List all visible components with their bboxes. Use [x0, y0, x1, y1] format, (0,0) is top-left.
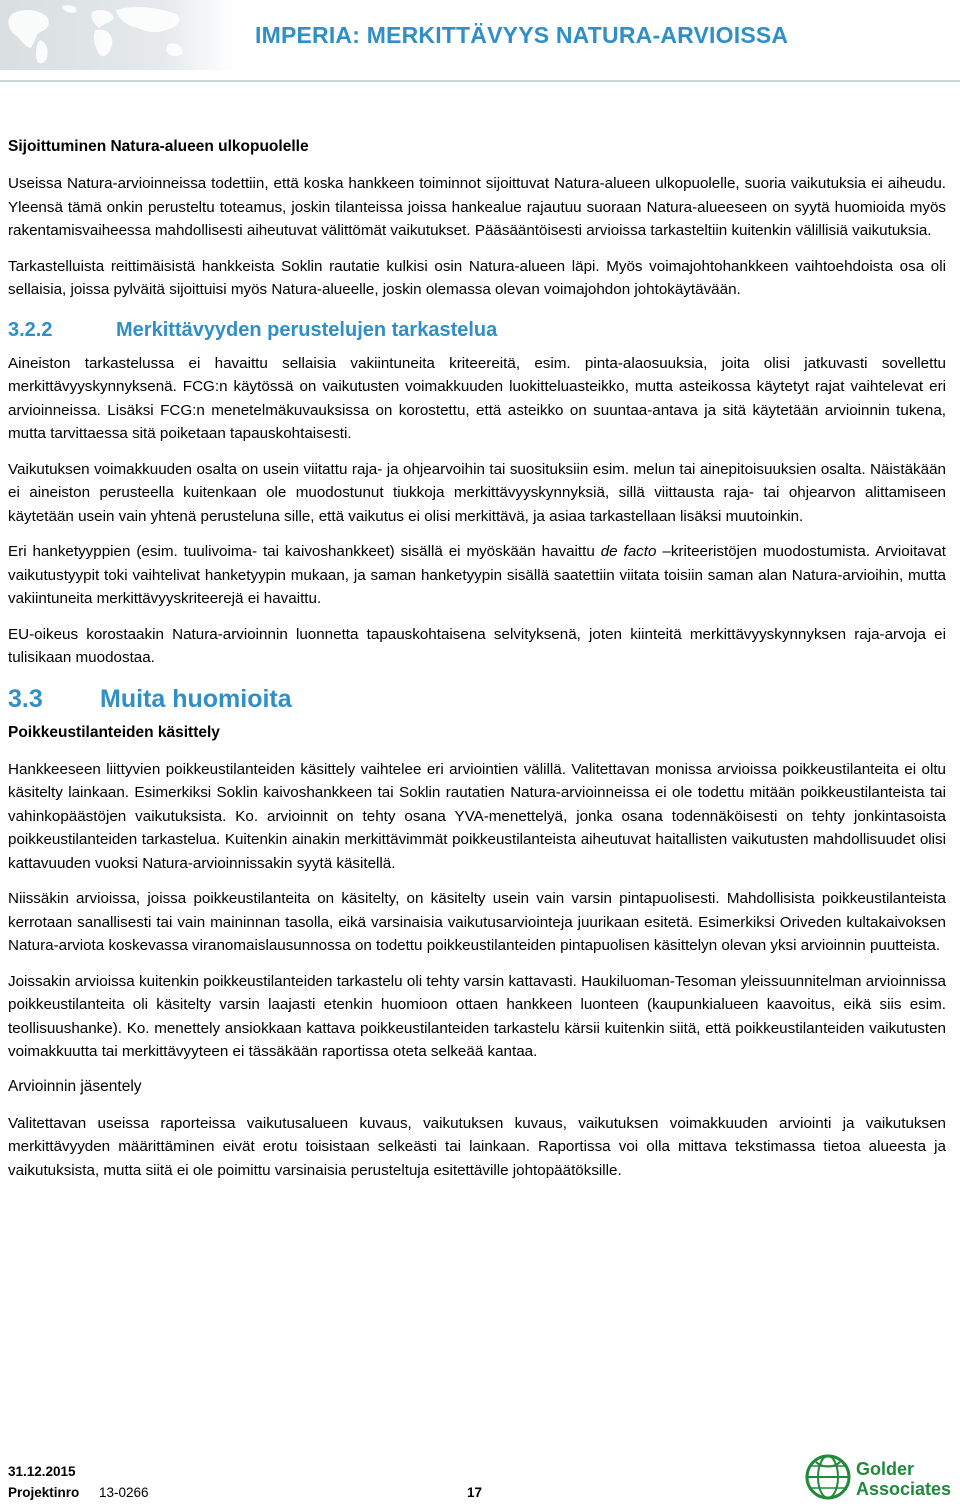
section-title: Merkittävyyden perustelujen tarkastelua	[116, 318, 498, 341]
page-header	[0, 0, 960, 70]
section-heading-placement: Sijoittuminen Natura-alueen ulkopuolelle	[8, 138, 309, 155]
section-title: Muita huomioita	[100, 684, 292, 713]
footer-date: 31.12.2015	[8, 1464, 76, 1479]
section-number: 3.3	[8, 684, 43, 713]
paragraph: Valitettavan useissa raporteissa vaikutusalueen kuvaus, vaikutuksen kuvaus, vaikutuksen voimakkuuden arviointi ja vaikutuksen merkittävyyden määrittäminen eivät erotu toisistaan selkeästi tai lainkaan. Raportissa voi olla mittava tekstimassa tietoa alueesta ja vaikutuksista, mutta siitä ei ole poimittu varsinaisia perusteltuja esitettäville johtopäätöksille.	[8, 1114, 946, 1179]
section-heading-3-3	[8, 682, 946, 716]
subheading-structure: Arvioinnin jäsentely	[8, 1077, 142, 1095]
logo-line-1: Golder	[856, 1459, 915, 1479]
paragraph-text: –kriteeristöjen muodostumista. Arvioitavat vaikutustyypit toki vaihtelivat hanketyypin mukaan, ja saman hanketyypin sisällä saatettiin viitata toisiin saman alan Natura-arvioihin, mutta vakiintuneita merkittävyyskriteerejä ei havaittu.	[8, 543, 947, 607]
subheading-exceptions: Poikkeustilanteiden käsittely	[8, 723, 220, 741]
footer-project-number: 13-0266	[99, 1485, 149, 1500]
footer-project-label: Projektinro	[8, 1485, 80, 1500]
page-header-title: IMPERIA: MERKITTÄVYYS NATURA-ARVIOISSA	[255, 22, 789, 48]
paragraph: Useissa Natura-arvioinneissa todettiin, että koska hankkeen toiminnot sijoittuvat Natura-alueen ulkopuolelle, suoria vaikutuksia ei aiheudu. Yleensä tämä onkin perusteltu toteamus, joskin tilanteissa joissa hankealue rajautuu suoraan Natura-alueeseen on syytä huomioida myös rakentamisvaiheessa mahdollisesti aiheutuvat välittömät vaikutukset. Pääsääntöisesti arvioissa tarkasteltiin kuitenkin välillisiä vaikutuksia.	[8, 175, 946, 239]
golder-logo	[804, 1452, 954, 1506]
section-number: 3.2.2	[8, 318, 53, 341]
paragraph: Vaikutuksen voimakkuuden osalta on usein viitattu raja- ja ohjearvoihin tai suosituksiin esim. melun tai ainepitoisuuksien osalta. Näistäkään ei aineiston perusteella kuitenkaan ole muodostunut tiukkoja merkittävyyskynnyksiä, sillä viittausta raja- tai ohjearvon alittamiseen käytetään usein vain yhtenä perusteluna sille, että vaikutus ei olisi merkittävä, ja asiaa tarkastellaan lisäksi muutoinkin.	[8, 460, 946, 525]
section-heading-3-2-2	[8, 316, 946, 344]
world-map-graphic	[0, 0, 235, 70]
paragraph: Niissäkin arvioissa, joissa poikkeustilanteita on käsitelty, on käsitelty usein vain varsin pintapuolisesti. Mahdollisista poikkeustilanteista kerrotaan sanallisesti tai vain maininnan tasolla, eikä varsinaisia vaikutusarviointeja juurikaan esitetä. Esimerkiksi Oriveden kultakaivoksen Natura-arviota koskevassa viranomaislausunnossa on todettu poikkeustilanteiden pintapuolisen käsittelyn olevan yksi arvioinnin puutteista.	[8, 890, 946, 954]
document-body	[8, 136, 946, 1194]
paragraph: Aineiston tarkastelussa ei havaittu sellaisia vakiintuneita kriteereitä, esim. pinta-alaosuuksia, joita olisi jatkuvasti sovellettu merkittävyyskynnyksenä. FCG:n käytössä on vaikutusten voimakkuuden luokitteluasteikko, mutta asteikossa käytetyt rajat vaihtelevat eri arvioinneissa. Lisäksi FCG:n menetelmäkuvauksissa on korostettu, että asteikko on suuntaa-antava ja sitä käytetään arvioinnin tukena, mutta tarvittaessa sitä poiketaan tapauskohtaisesti.	[8, 354, 946, 442]
paragraph-emphasis: de facto	[600, 543, 657, 560]
page-number: 17	[467, 1485, 483, 1500]
paragraph	[8, 540, 946, 611]
paragraph: Joissakin arvioissa kuitenkin poikkeustilanteiden tarkastelu oli tehty varsin kattavasti. Haukiluoman-Tesoman yleissuunnitelman arvioinnissa poikkeustilanteita oli käsitelty varsin laajasti etenkin huomioon ottaen hankkeen luonteen (kaupunkialueen kaavoitus, eikä siis esim. teollisuushanke). Ko. menettely ansiokkaan kattava poikkeustilanteiden tarkastelu kärsii kuitenkin siitä, että poikkeustilanteiden vaikutusten voimakkuutta tai merkittävyyteen ei tässäkään raportissa oteta selkeää kantaa.	[8, 972, 946, 1060]
paragraph-text: Eri hanketyyppien (esim. tuulivoima- tai kaivoshankkeet) sisällä ei myöskään havaittu	[8, 543, 601, 560]
golder-globe-logo-icon	[804, 1452, 852, 1502]
golder-logo-text	[856, 1459, 951, 1499]
world-map-icon	[0, 0, 235, 70]
paragraph: Hankkeeseen liittyvien poikkeustilanteiden käsittely vaihtelee eri arviointien välillä. Valitettavan monissa arvioissa poikkeustilanteita ei oltu käsitelty lainkaan. Esimerkiksi Soklin kaivoshankkeen tai Soklin rautatien Natura-arvioinneissa ei ole todettu mitään poikkeustilanteista tai vahinkopäästöjen vaikutuksista. Ko. arvioinnit on tehty osana YVA-menettelyä, jonka osana todennäköisesti on tehty jonkintasoista poikkeustilanteiden tarkastelua. Kuitenkin ainakin merkittävimmät poikkeustilanteista aiheutuvat haitallisten vaikutusten mahdollisuudet olisi kattavuuden vuoksi Natura-arvioinnissakin syytä käsitellä.	[8, 760, 946, 872]
paragraph: Tarkastelluista reittimäisistä hankkeista Soklin rautatie kulkisi osin Natura-alueen läpi. Myös voimajohtohankkeen vaihtoehdoista osa oli sellaisia, joissa pylväitä sijoittuisi myös Natura-alueelle, joskin olemassa olevan voimajohdon johtokäytävään.	[8, 257, 946, 298]
paragraph: EU-oikeus korostaakin Natura-arvioinnin luonnetta tapauskohtaisena selvityksenä, joten kiinteitä merkittävyyskynnyksen raja-arvoja ei tulisikaan muodostaa.	[8, 625, 946, 666]
logo-line-2: Associates	[856, 1479, 952, 1499]
header-divider	[0, 80, 960, 82]
page-footer	[8, 1459, 954, 1507]
